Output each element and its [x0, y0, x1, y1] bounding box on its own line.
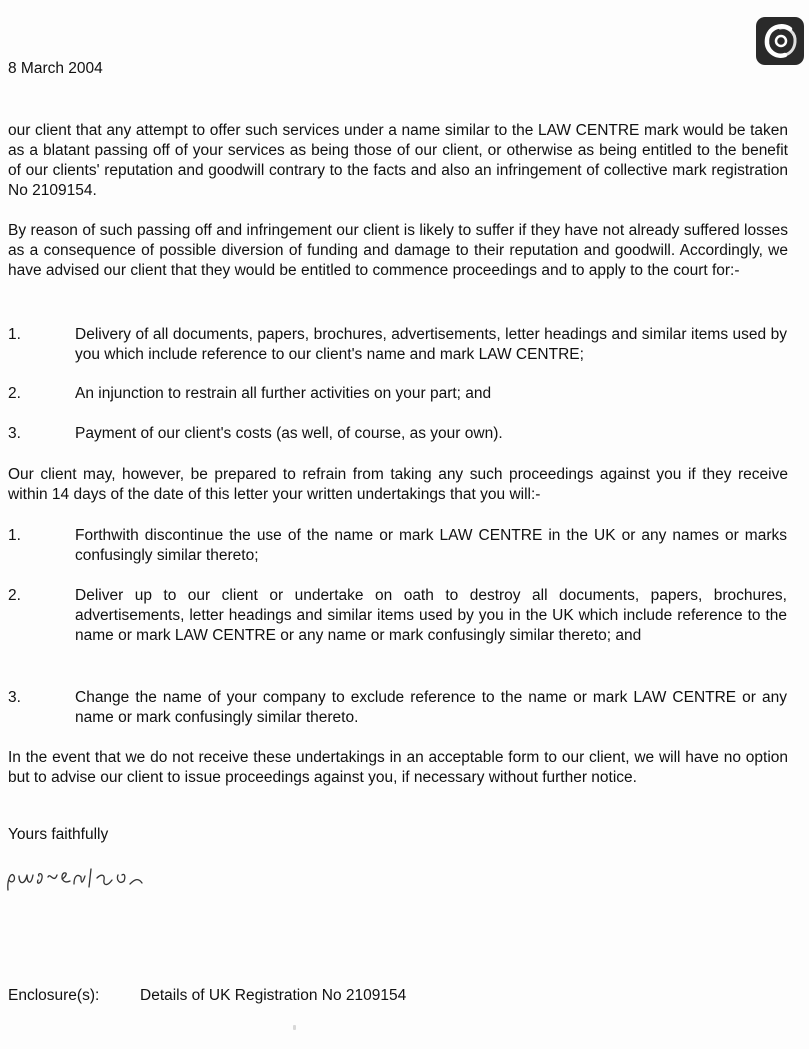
list-text: Forthwith discontinue the use of the name or mark LAW CENTRE in the UK or any names or marks confusingly similar thereto;	[75, 527, 787, 564]
paragraph-final-notice: In the event that we do not receive these undertakings in an acceptable form to our client, we will have no option but to advise our client to issue proceedings against you, if necessary without further notice.	[8, 749, 788, 786]
list-text: Payment of our client's costs (as well, of course, as your own).	[75, 425, 503, 442]
letter-date: 8 March 2004	[8, 60, 103, 77]
paragraph-passing-off: our client that any attempt to offer such services under a name similar to the LAW CENTRE mark would be taken as a blatant passing off of your services as being those of our client, or otherwise as being entitled to the benefit of our clients' reputation and goodwill contrary to the facts and also an infringement of collective mark registration No 2109154.	[8, 122, 788, 199]
list-number: 1.	[8, 326, 21, 343]
firm-logo-icon	[755, 16, 805, 66]
list-text: Delivery of all documents, papers, brochures, advertisements, letter headings and similar items used by you which include reference to our client's name and mark LAW CENTRE;	[75, 326, 787, 363]
closing-salutation: Yours faithfully	[8, 826, 109, 843]
list-number: 1.	[8, 527, 21, 544]
list-text: Deliver up to our client or undertake on oath to destroy all documents, papers, brochures, advertisements, letter headings and similar items used by you in the UK which include reference to the name or mark LAW CENTRE or any name or mark confusingly similar thereto; and	[75, 587, 787, 644]
list-number: 3.	[8, 689, 21, 706]
handwritten-signature	[2, 856, 152, 896]
paragraph-proceedings: By reason of such passing off and infringement our client is likely to suffer if they have not already suffered losses as a consequence of possible diversion of funding and damage to their reputation and goodwill. Accordingly, we have advised our client that they would be entitled to commence proceedings and to apply to the court for:-	[8, 222, 788, 279]
list-text: Change the name of your company to exclude reference to the name or mark LAW CENTRE or any name or mark confusingly similar thereto.	[75, 689, 787, 726]
list-number: 2.	[8, 385, 21, 402]
list-text: An injunction to restrain all further activities on your part; and	[75, 385, 492, 402]
scan-speck	[293, 1025, 296, 1030]
paragraph-undertakings: Our client may, however, be prepared to refrain from taking any such proceedings against you if they receive within 14 days of the date of this letter your written undertakings that you will:-	[8, 466, 788, 503]
enclosure-text: Details of UK Registration No 2109154	[140, 987, 407, 1004]
list-number: 3.	[8, 425, 21, 442]
enclosure-label: Enclosure(s):	[8, 987, 100, 1004]
list-number: 2.	[8, 587, 21, 604]
